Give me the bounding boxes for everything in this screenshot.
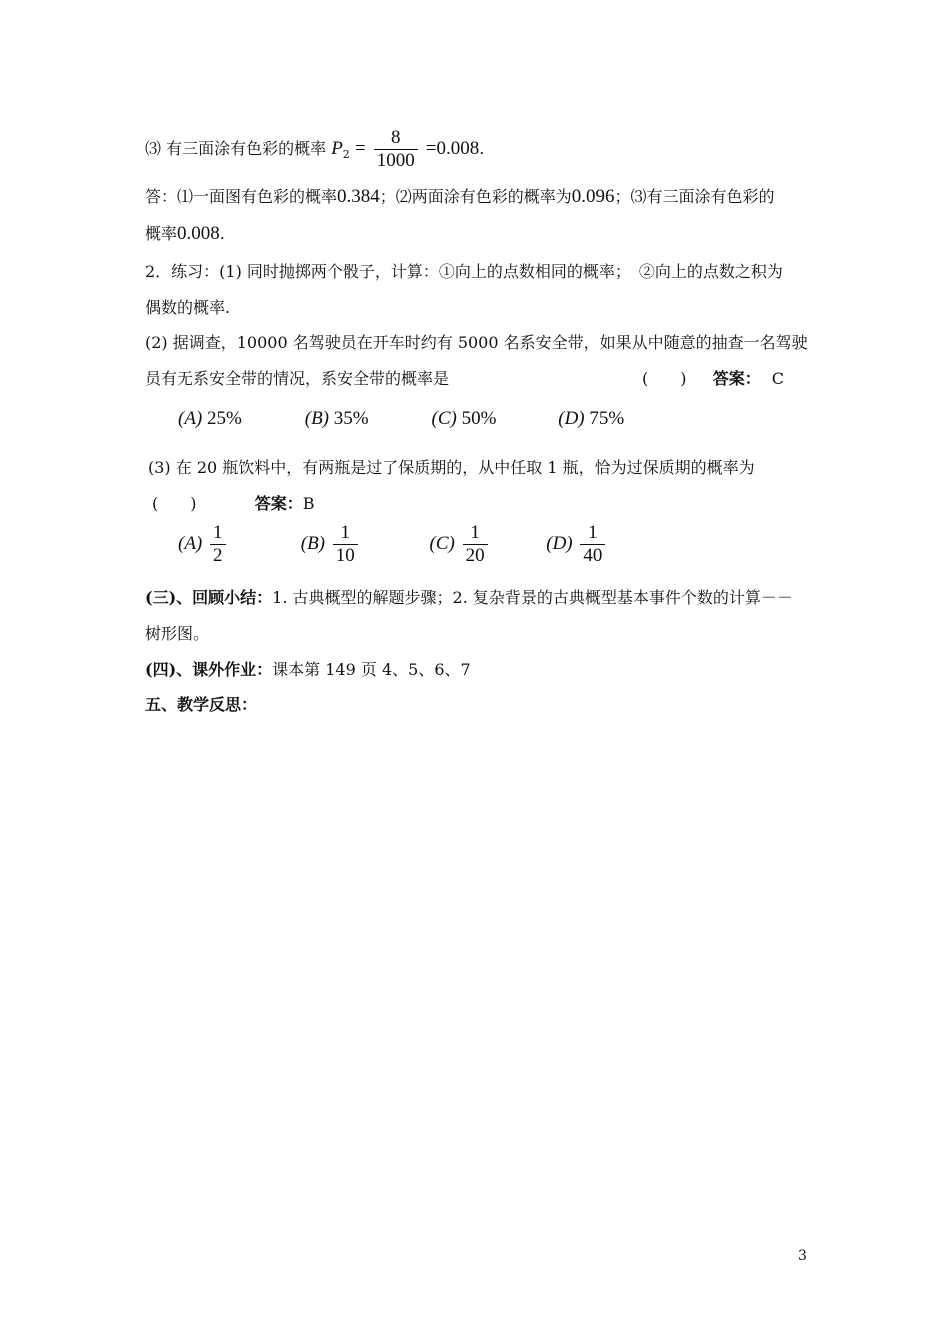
answer-value: C — [771, 369, 785, 388]
p-symbol: P — [331, 138, 343, 159]
period: . — [479, 139, 485, 158]
fraction-numerator: 1 — [333, 523, 358, 545]
fraction-denominator: 2 — [213, 545, 223, 566]
text-segment: 员有无系安全带的情况，系安全带的概率是 — [145, 369, 450, 388]
fraction-numerator: 1 — [463, 523, 488, 545]
answer-line-2 — [145, 221, 225, 245]
answer-blank: ( ) — [642, 369, 687, 388]
practice-3-options — [178, 523, 608, 566]
option-fraction — [463, 523, 488, 566]
option-value: 75% — [589, 408, 625, 429]
option-d — [558, 408, 624, 430]
text-segment: . — [219, 224, 225, 243]
equals-sign: = — [354, 138, 366, 159]
practice-3-line-1: (3) 在 20 瓶饮料中，有两瓶是过了保质期的，从中任取 1 瓶，恰为过保质期的概率为 — [148, 458, 755, 477]
text-segment: ；⑶有三面涂有色彩的 — [614, 187, 775, 206]
summary-text: 1. 古典概型的解题步骤；2. 复杂背景的古典概型基本事件个数的计算－－ — [272, 588, 793, 607]
answer-blank: ( ) — [152, 494, 197, 513]
answer-line-1 — [145, 184, 775, 208]
practice-2-options — [178, 408, 624, 430]
fraction-denominator: 1000 — [376, 150, 415, 171]
text-segment: ⑶ 有三面涂有色彩的概率 — [145, 139, 327, 158]
option-label: (A) — [178, 532, 203, 554]
p-subscript: 2 — [342, 148, 350, 161]
option-label: (D) — [558, 408, 585, 429]
text-segment: 答：⑴一面图有色彩的概率 — [145, 187, 338, 206]
practice-1-line-2: 偶数的概率. — [145, 298, 231, 317]
three-face-probability-line — [145, 128, 484, 171]
option-a — [178, 408, 300, 430]
homework-text: 课本第 149 页 4、5、6、7 — [272, 660, 471, 679]
answer-label: 答案： — [712, 369, 761, 388]
practice-2-answer — [642, 366, 784, 389]
practice-2-line-1: (2) 据调查，10000 名驾驶员在开车时约有 5000 名系安全带，如果从中随意的抽查一名驾驶 — [145, 333, 808, 352]
option-label: (B) — [300, 532, 326, 554]
summary-line-2: 树形图。 — [145, 624, 210, 643]
option-c — [432, 408, 554, 430]
page-number: 3 — [798, 1248, 807, 1264]
fraction-numerator: 1 — [580, 523, 605, 545]
option-a — [178, 523, 296, 566]
section-heading: (四)、课外作业： — [145, 660, 273, 679]
text-segment: 概率 — [145, 224, 178, 243]
value-0384: 0.384 — [337, 186, 380, 207]
fraction-denominator: 20 — [465, 545, 485, 566]
reflection-heading: 五、教学反思： — [145, 695, 258, 714]
answer-label: 答案： — [254, 494, 303, 513]
fraction — [374, 128, 418, 171]
value-0096: 0.096 — [571, 186, 615, 207]
option-d — [546, 523, 608, 566]
fraction-numerator: 8 — [374, 128, 418, 150]
answer-value: B — [302, 494, 315, 513]
option-c — [430, 523, 542, 566]
result-value: =0.008 — [425, 138, 480, 159]
practice-2-line-2 — [145, 366, 449, 389]
fraction-denominator: 10 — [335, 545, 355, 566]
option-fraction — [210, 523, 226, 566]
option-label: (A) — [178, 408, 203, 429]
option-value: 50% — [461, 408, 497, 429]
section-heading: (三)、回顾小结： — [145, 588, 273, 607]
practice-1-line-1: 2．练习：(1) 同时抛掷两个骰子，计算：①向上的点数相同的概率； ②向上的点数之积为 — [145, 262, 783, 281]
text-segment: ；⑵两面涂有色彩的概率为 — [379, 187, 572, 206]
practice-3-answer — [152, 491, 314, 514]
option-label: (C) — [431, 408, 457, 429]
summary-line-1 — [145, 585, 793, 608]
homework-line — [145, 657, 471, 680]
option-value: 25% — [207, 408, 242, 429]
option-label: (D) — [546, 532, 573, 554]
option-value: 35% — [333, 408, 369, 429]
value-0008: 0.008 — [177, 223, 220, 244]
option-label: (C) — [429, 532, 455, 554]
option-b — [301, 523, 425, 566]
fraction-denominator: 40 — [583, 545, 603, 566]
fraction-numerator: 1 — [210, 523, 226, 545]
option-label: (B) — [304, 408, 330, 429]
option-fraction — [580, 523, 605, 566]
option-fraction — [333, 523, 358, 566]
option-b — [305, 408, 427, 430]
